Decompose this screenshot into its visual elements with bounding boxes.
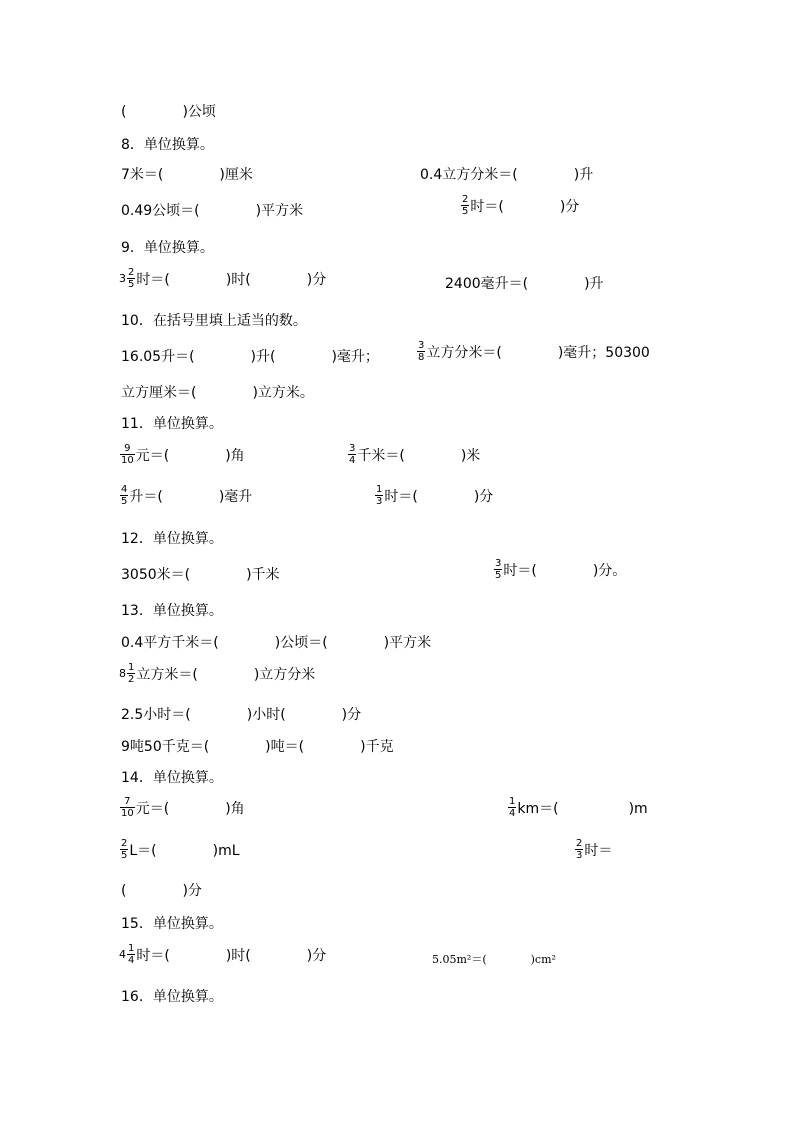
q15-item-a — [119, 943, 326, 966]
q14-item-d-text: 时＝ — [584, 842, 613, 859]
fraction — [417, 340, 425, 363]
denominator: 5 — [128, 279, 135, 290]
denominator: 5 — [462, 206, 469, 217]
q8-item-b: 0.4立方分米＝( )升 — [420, 167, 594, 183]
mixed-number — [119, 662, 136, 685]
q12-item-b — [493, 558, 626, 581]
q11-item-c-text: 升＝( )毫升 — [129, 488, 253, 505]
q11-item-b — [347, 443, 480, 466]
q10-item-b — [416, 340, 650, 363]
q8-item-a: 7米＝( )厘米 — [121, 167, 253, 183]
q11-item-d-text: 时＝( )分 — [384, 488, 494, 505]
q12-item-a: 3050米＝( )千米 — [121, 567, 280, 583]
q11-item-a — [119, 443, 245, 466]
q14-item-b-text: km＝( )m — [517, 800, 648, 817]
denominator: 4 — [349, 455, 356, 466]
numerator: 4 — [121, 484, 128, 495]
numerator: 9 — [124, 443, 131, 454]
q11-item-c — [119, 484, 252, 507]
q14-item-e: ( )分 — [121, 883, 202, 899]
q14-item-b — [507, 796, 648, 819]
denominator: 8 — [418, 352, 425, 363]
whole-part: 3 — [119, 272, 126, 285]
q12-item-b-text: 时＝( )分。 — [503, 562, 627, 579]
denominator: 3 — [376, 496, 383, 507]
q13-item-a: 0.4平方千米＝( )公顷＝( )平方米 — [121, 635, 432, 651]
question-9-title: 9．单位换算。 — [121, 240, 214, 256]
numerator: 1 — [128, 662, 135, 673]
denominator: 10 — [121, 808, 134, 819]
q9-item-a-text: 时＝( )时( )分 — [136, 271, 327, 288]
q10-item-a: 16.05升＝( )升( )毫升； — [121, 349, 379, 365]
fraction — [127, 267, 135, 290]
fraction — [120, 443, 135, 466]
question-12-title: 12．单位换算。 — [121, 531, 223, 547]
numerator: 7 — [124, 796, 131, 807]
denominator: 4 — [509, 808, 516, 819]
numerator: 2 — [576, 838, 583, 849]
fraction — [575, 838, 583, 861]
q11-item-d — [374, 484, 493, 507]
denominator: 4 — [128, 955, 135, 966]
fraction — [348, 443, 356, 466]
q8-item-d — [460, 194, 579, 217]
q9-item-b: 2400毫升＝( )升 — [445, 276, 604, 292]
denominator: 10 — [121, 455, 134, 466]
mixed-number — [119, 267, 136, 290]
whole-part: 4 — [119, 948, 126, 961]
q15-item-b: 5.05m²＝( )cm² — [432, 953, 556, 966]
q11-item-a-text: 元＝( )角 — [135, 447, 245, 464]
fraction — [461, 194, 469, 217]
answer-line-hectare: ( )公顷 — [121, 104, 216, 120]
q10-item-b-text: 立方分米＝( )毫升；50300 — [426, 344, 650, 361]
q14-item-c — [119, 838, 240, 861]
q8-item-d-text: 时＝( )分 — [470, 198, 580, 215]
q14-item-a — [119, 796, 245, 819]
numerator: 3 — [349, 443, 356, 454]
q14-item-a-text: 元＝( )角 — [135, 800, 245, 817]
question-13-title: 13．单位换算。 — [121, 603, 223, 619]
q11-item-b-text: 千米＝( )米 — [357, 447, 481, 464]
question-16-title: 16．单位换算。 — [121, 989, 223, 1005]
fraction — [127, 943, 135, 966]
fraction — [120, 484, 128, 507]
numerator: 1 — [376, 484, 383, 495]
q13-item-c: 2.5小时＝( )小时( )分 — [121, 707, 362, 723]
numerator: 2 — [128, 267, 135, 278]
q15-item-a-text: 时＝( )时( )分 — [136, 947, 327, 964]
fraction — [120, 796, 135, 819]
denominator: 3 — [576, 850, 583, 861]
q14-item-c-text: L＝( )mL — [129, 842, 240, 859]
q10-item-c: 立方厘米＝( )立方米。 — [121, 385, 314, 401]
question-8-title: 8．单位换算。 — [121, 137, 214, 153]
denominator: 5 — [121, 496, 128, 507]
q13-item-b — [119, 662, 315, 685]
question-15-title: 15．单位换算。 — [121, 916, 223, 932]
fraction — [120, 838, 128, 861]
fraction — [508, 796, 516, 819]
numerator: 3 — [495, 558, 502, 569]
denominator: 5 — [495, 570, 502, 581]
denominator: 5 — [121, 850, 128, 861]
q8-item-c: 0.49公顷＝( )平方米 — [121, 203, 304, 219]
q9-item-a — [119, 267, 326, 290]
fraction — [127, 662, 135, 685]
question-14-title: 14．单位换算。 — [121, 770, 223, 786]
question-11-title: 11．单位换算。 — [121, 416, 223, 432]
q13-item-d: 9吨50千克＝( )吨＝( )千克 — [121, 739, 394, 755]
numerator: 2 — [462, 194, 469, 205]
question-10-title: 10．在括号里填上适当的数。 — [121, 313, 307, 329]
numerator: 3 — [418, 340, 425, 351]
whole-part: 8 — [119, 667, 126, 680]
q13-item-b-text: 立方米＝( )立方分米 — [136, 666, 316, 683]
numerator: 1 — [509, 796, 516, 807]
numerator: 1 — [128, 943, 135, 954]
numerator: 2 — [121, 838, 128, 849]
fraction — [494, 558, 502, 581]
denominator: 2 — [128, 674, 135, 685]
mixed-number — [119, 943, 136, 966]
q14-item-d — [574, 838, 612, 861]
fraction — [375, 484, 383, 507]
